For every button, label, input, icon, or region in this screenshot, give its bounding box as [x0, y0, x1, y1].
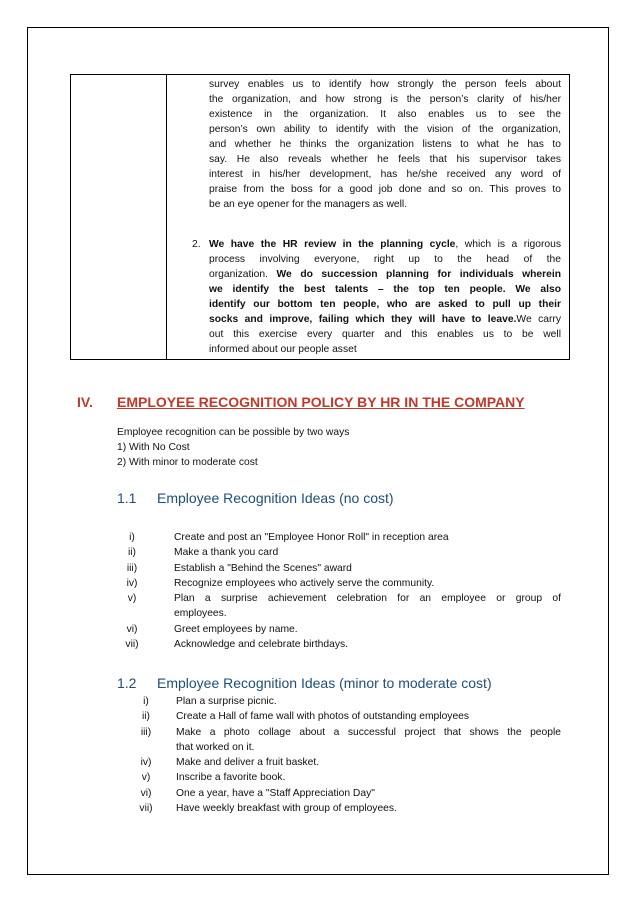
- text-line: out this exercise every quarter and this enables us to be well: [209, 329, 561, 341]
- text-line: informed about our people asset: [209, 344, 357, 356]
- list-item-text: Create and post an "Employee Honor Roll" in reception area: [174, 532, 449, 543]
- bold-text: We have the HR review in the planning cycle: [209, 239, 456, 250]
- list-item: [131, 725, 561, 756]
- roman-numeral: vi): [126, 623, 138, 635]
- list-item: [117, 530, 561, 545]
- list-item-text: One a year, have a "Staff Appreciation Day": [176, 787, 375, 799]
- list-item-text: Plan a surprise picnic.: [176, 696, 277, 707]
- bold-text: socks and improve, failing which they will have to leave.: [209, 314, 517, 326]
- list-item-text: Make a thank you card: [174, 547, 279, 559]
- text-line: we identify the best talents – the top ten people. We also: [209, 284, 561, 296]
- text-line: process involving everyone, right up to the head of the: [209, 254, 561, 266]
- list-item: [131, 770, 561, 785]
- subsection-number: 1.2: [117, 675, 137, 691]
- roman-numeral: iii): [126, 562, 138, 574]
- text-line: interest in his/her development, has he/she received any word of: [209, 169, 561, 181]
- text-line: survey enables us to identify how strongly the person feels about: [209, 79, 561, 90]
- section-title: EMPLOYEE RECOGNITION POLICY BY HR IN THE COMPANY: [117, 394, 525, 410]
- list-item: [131, 786, 561, 801]
- list-number: 2.: [192, 239, 201, 250]
- list-item-text: Establish a "Behind the Scenes" award: [174, 562, 352, 574]
- text-line: say. He also reveals whether he feels that his supervisor takes: [209, 154, 561, 166]
- list-item-text: that worked on it.: [176, 741, 255, 753]
- text: , which is a rigorous: [455, 239, 561, 250]
- list-item-text: Make a photo collage about a successful project that shows the people: [176, 726, 561, 738]
- list-item: [131, 694, 561, 709]
- list-item: [131, 755, 561, 770]
- text-line: existence in the organization. It also enables us to see the: [209, 109, 561, 121]
- list-item-text: Greet employees by name.: [174, 623, 298, 635]
- roman-numeral: vi): [140, 787, 152, 799]
- text-line: the organization, and how strong is the person’s clarity of his/her: [209, 94, 561, 106]
- list-item-text: Make and deliver a fruit basket.: [176, 757, 320, 769]
- text: organization.: [209, 269, 277, 281]
- roman-numeral: v): [127, 593, 137, 605]
- table-paragraph-survey: [209, 77, 561, 212]
- text: We carry: [516, 314, 561, 326]
- roman-numeral: vii): [139, 803, 153, 815]
- roman-numeral: i): [143, 696, 149, 707]
- continuation-table: [70, 74, 570, 360]
- text-line: person’s own ability to identify with the vision of the organization,: [209, 124, 561, 136]
- minor-cost-ideas-list: [131, 694, 561, 816]
- section-heading: [77, 394, 525, 410]
- list-item-text: Acknowledge and celebrate birthdays.: [174, 639, 349, 651]
- list-item: [131, 709, 561, 724]
- text-line: [209, 312, 561, 327]
- roman-numeral: iii): [140, 726, 152, 738]
- list-item-text: Recognize employees who actively serve the community.: [174, 577, 435, 589]
- roman-numeral: vii): [125, 639, 139, 651]
- list-item: [117, 637, 561, 652]
- text-line: identify our bottom ten people, who are asked to pull up their: [209, 299, 561, 311]
- list-item: [117, 561, 561, 576]
- list-item-text: Inscribe a favorite book.: [176, 772, 286, 784]
- subsection-heading-no-cost: [117, 490, 394, 506]
- subsection-heading-minor-cost: [117, 675, 492, 691]
- subsection-title: Employee Recognition Ideas (no cost): [157, 490, 394, 506]
- text-line: [209, 267, 561, 282]
- list-item: [117, 622, 561, 637]
- list-item: [117, 576, 561, 591]
- list-item: [131, 801, 561, 816]
- bold-text: We do succession planning for individuals wherein: [276, 269, 561, 281]
- list-item-text: employees.: [174, 608, 227, 620]
- roman-numeral: v): [141, 772, 151, 784]
- no-cost-ideas-list: [117, 530, 561, 652]
- roman-numeral: ii): [141, 711, 150, 723]
- way-item: 1) With No Cost: [117, 442, 190, 453]
- text-line: be an eye opener for the managers as well.: [209, 199, 408, 211]
- text-line: praise from the boss for a good job done and so on. This proves to: [209, 184, 561, 196]
- text-line: and whether he thinks the organization listens to what he has to: [209, 139, 561, 151]
- list-item: [117, 591, 561, 622]
- table-column-divider: [166, 75, 167, 359]
- list-item-text: Plan a surprise achievement celebration for an employee or group of: [174, 593, 561, 605]
- roman-numeral: iv): [140, 757, 152, 769]
- roman-numeral: ii): [127, 547, 136, 559]
- subsection-title: Employee Recognition Ideas (minor to moderate cost): [157, 675, 492, 691]
- section-number: IV.: [77, 394, 93, 410]
- table-item-hr-review: [209, 237, 561, 357]
- text-line: [209, 237, 561, 252]
- list-item-text: Create a Hall of fame wall with photos of outstanding employees: [176, 711, 470, 723]
- list-item: [117, 545, 561, 560]
- section-intro: Employee recognition can be possible by two ways: [117, 427, 350, 438]
- roman-numeral: iv): [126, 577, 138, 589]
- roman-numeral: i): [129, 532, 135, 543]
- way-item: 2) With minor to moderate cost: [117, 457, 258, 468]
- list-item-text: Have weekly breakfast with group of employees.: [176, 803, 397, 815]
- subsection-number: 1.1: [117, 490, 137, 506]
